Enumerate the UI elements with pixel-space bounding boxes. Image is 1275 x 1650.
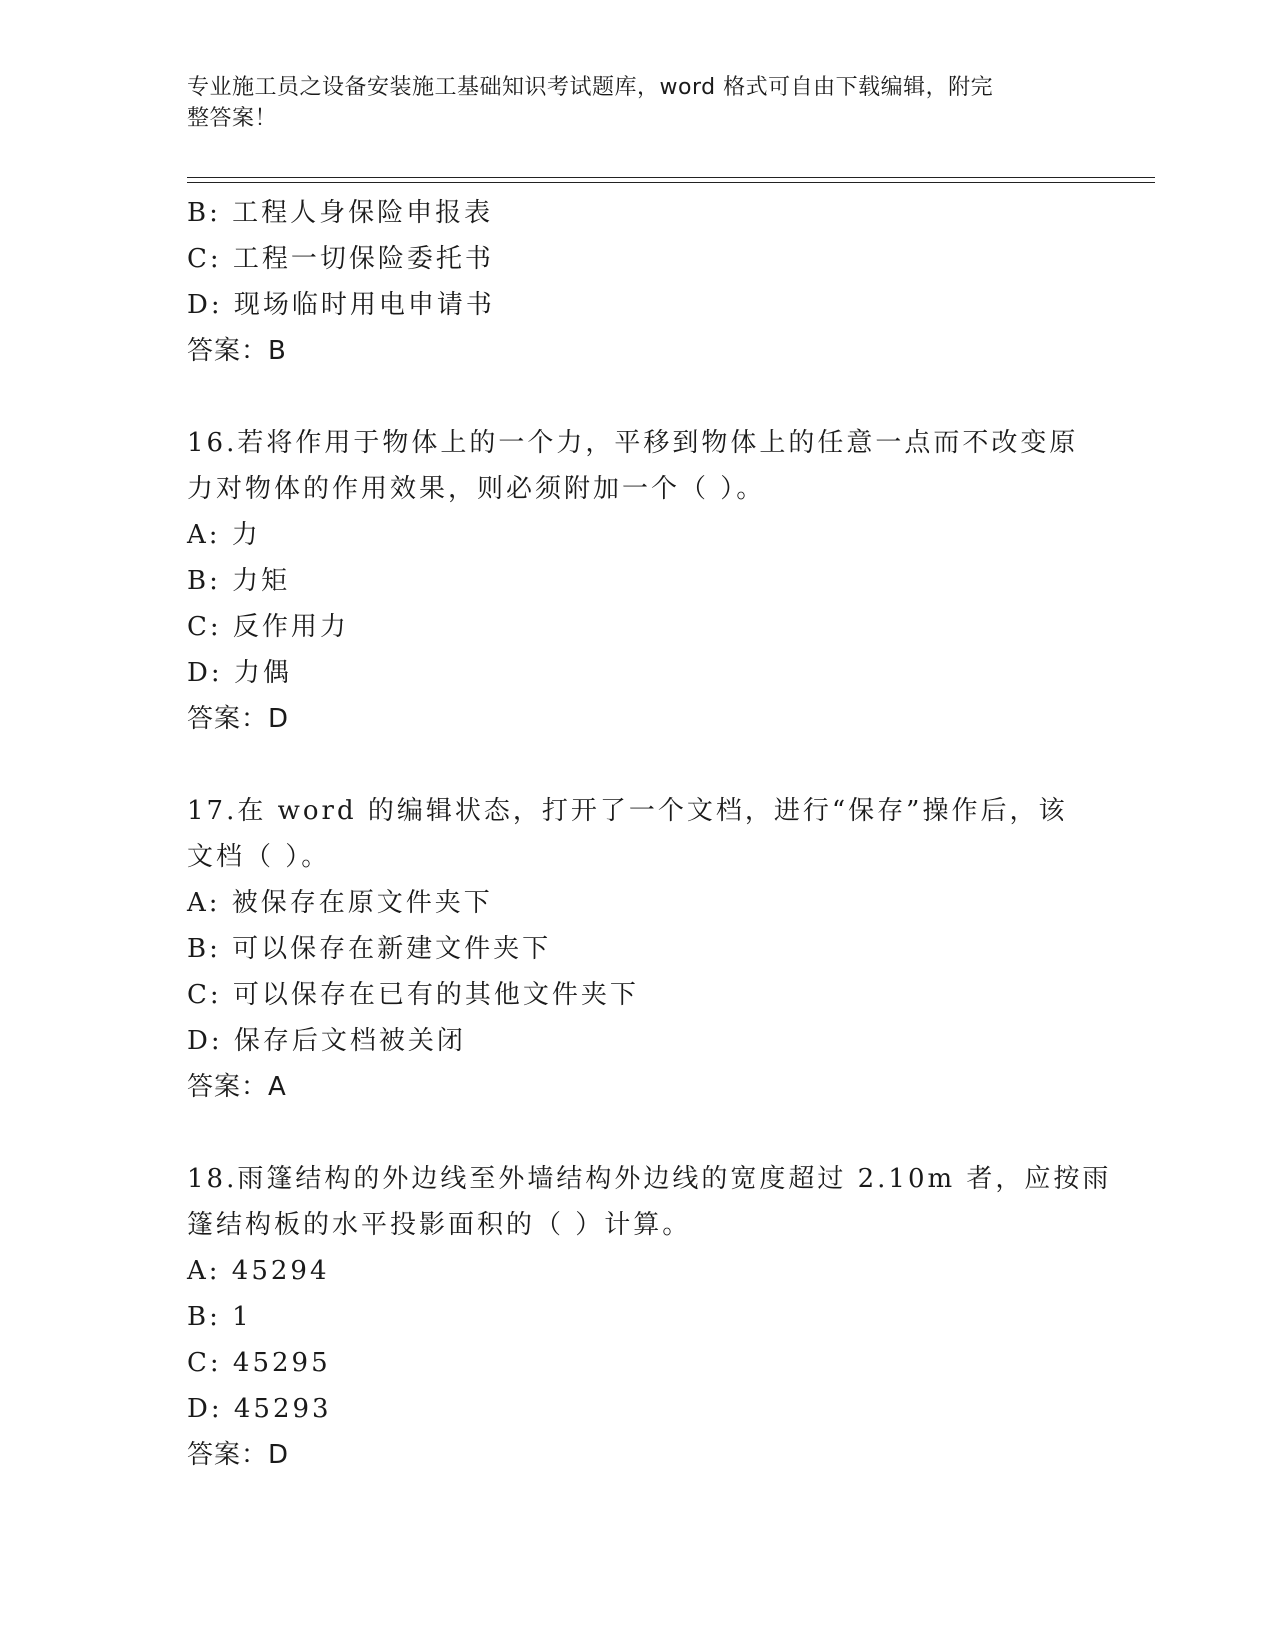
option-b: B: 可以保存在新建文件夹下 (187, 934, 552, 964)
header-divider-top (187, 177, 1155, 178)
option-a: A: 被保存在原文件夹下 (187, 888, 493, 918)
question-text-line: 16.若将作用于物体上的一个力，平移到物体上的任意一点而不改变原 (187, 428, 1079, 458)
question-17 (187, 788, 1087, 1110)
previous-question-tail (187, 190, 1087, 374)
option-c: C: 45295 (187, 1348, 331, 1378)
option-d: D: 45293 (187, 1394, 332, 1424)
option-c: C: 可以保存在已有的其他文件夹下 (187, 980, 639, 1010)
question-text-line: 篷结构板的水平投影面积的（ ）计算。 (187, 1210, 692, 1240)
option-c: C: 反作用力 (187, 612, 349, 642)
answer-line: 答案：A (187, 1072, 287, 1102)
question-text-line: 18.雨篷结构的外边线至外墙结构外边线的宽度超过 2.10m 者，应按雨 (187, 1164, 1112, 1194)
option-b: B: 工程人身保险申报表 (187, 198, 494, 228)
question-text-line: 17.在 word 的编辑状态，打开了一个文档，进行“保存”操作后，该 (187, 796, 1068, 826)
header-line-2: 整答案！ (187, 106, 278, 131)
answer-line: 答案：D (187, 1440, 290, 1470)
header-divider-bottom (187, 182, 1155, 183)
option-a: A: 45294 (187, 1256, 330, 1286)
document-body (187, 190, 1112, 1478)
option-d: D: 现场临时用电申请书 (187, 290, 495, 320)
option-b: B: 1 (187, 1302, 252, 1332)
question-text-line: 力对物体的作用效果，则必须附加一个（ ）。 (187, 474, 766, 504)
question-18 (187, 1156, 1112, 1478)
option-d: D: 保存后文档被关闭 (187, 1026, 466, 1056)
option-c: C: 工程一切保险委托书 (187, 244, 494, 274)
answer-line: 答案：B (187, 336, 287, 366)
option-d: D: 力偶 (187, 658, 292, 688)
option-a: A: 力 (187, 520, 261, 550)
question-text-line: 文档（ ）。 (187, 842, 331, 872)
answer-line: 答案：D (187, 704, 290, 734)
document-header (187, 72, 1087, 134)
header-line-1: 专业施工员之设备安装施工基础知识考试题库，word 格式可自由下载编辑，附完 (187, 75, 994, 100)
question-16 (187, 420, 1087, 742)
option-b: B: 力矩 (187, 566, 291, 596)
